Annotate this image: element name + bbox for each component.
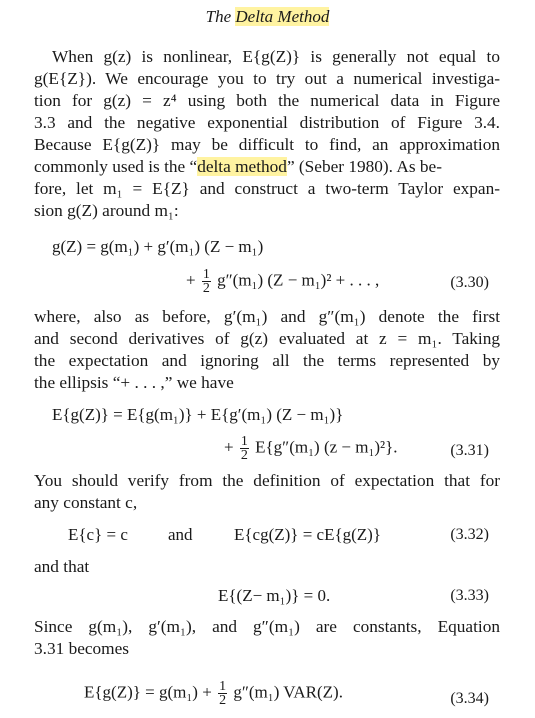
equation-3-34-rhs: g″(m₁) VAR(Z). bbox=[233, 682, 343, 702]
paragraph-2-line-4: the ellipsis “+ . . . ,” we have bbox=[34, 373, 234, 392]
paragraph-1-line-6-start: commonly used is the “ bbox=[34, 157, 198, 176]
equation-3-31-fraction-den: 2 bbox=[240, 448, 248, 463]
paragraph-1-line-7: fore, let m₁ = E{Z} and construct a two-term Taylor expan- bbox=[34, 179, 500, 198]
paragraph-1-line-4: 3.3 and the negative exponential distribution of Figure 3.4. bbox=[34, 113, 500, 132]
equation-3-33-number: (3.33) bbox=[450, 587, 489, 604]
paragraph-1-line-8: sion g(Z) around m₁: bbox=[34, 201, 179, 220]
equation-3-31-line-1: E{g(Z)} = E{g(m₁)} + E{g′(m₁) (Z − m₁)} bbox=[52, 405, 344, 424]
equation-3-31-number: (3.31) bbox=[450, 442, 489, 459]
paragraph-2-line-3: the expectation and ignoring all the terms represented by bbox=[34, 351, 500, 370]
equation-3-32-number: (3.32) bbox=[450, 526, 489, 543]
equation-3-34-fraction-num: 1 bbox=[219, 679, 227, 694]
paragraph-1-line-2: g(E{Z}). We encourage you to try out a numerical investiga- bbox=[34, 69, 500, 88]
equation-3-30-fraction-num: 1 bbox=[202, 267, 210, 282]
paragraph-2-line-1: where, also as before, g′(m₁) and g″(m₁) denote the first bbox=[34, 307, 500, 326]
paragraph-1-line-1: When g(z) is nonlinear, E{g(Z)} is generally not equal to bbox=[52, 47, 500, 66]
paragraph-1-line-3: tion for g(z) = z⁴ using both the numerical data in Figure bbox=[34, 91, 500, 110]
equation-3-31-plus: + bbox=[224, 437, 234, 457]
paragraph-1-line-6 bbox=[34, 156, 500, 178]
paragraph-1-line-6-end: ” (Seber 1980). As be- bbox=[286, 157, 442, 176]
equation-3-30-fraction bbox=[202, 268, 211, 295]
equation-3-30-fraction-den: 2 bbox=[202, 281, 210, 296]
paragraph-2-line-2: and second derivatives of g(z) evaluated at z = m₁. Taking bbox=[34, 329, 500, 348]
equation-3-32-and: and bbox=[168, 525, 193, 544]
equation-3-32-left: E{c} = c bbox=[68, 525, 128, 544]
equation-3-34-lhs: E{g(Z)} = g(m₁) + bbox=[84, 682, 212, 702]
paragraph-3-line-2: any constant c, bbox=[34, 493, 138, 512]
equation-3-32-right: E{cg(Z)} = cE{g(Z)} bbox=[234, 525, 381, 544]
delta-method-highlight: delta method bbox=[197, 157, 287, 176]
equation-3-34 bbox=[84, 680, 343, 707]
equation-3-34-fraction bbox=[218, 680, 227, 707]
equation-3-31-line-2-rest: E{g″(m₁) (z − m₁)²}. bbox=[255, 437, 398, 457]
paragraph-5-line-2: 3.31 becomes bbox=[34, 639, 130, 658]
equation-3-31-fraction bbox=[240, 435, 249, 462]
equation-3-30-line-2 bbox=[186, 268, 379, 295]
equation-3-31-line-2 bbox=[224, 435, 398, 462]
equation-3-31-fraction-num: 1 bbox=[240, 434, 248, 449]
equation-3-30-number: (3.30) bbox=[450, 274, 489, 291]
paragraph-1-line-5: Because E{g(Z)} may be difficult to find, an approximation bbox=[34, 135, 500, 154]
equation-3-33-expr: E{(Z− m₁)} = 0. bbox=[218, 586, 331, 605]
paragraph-4: and that bbox=[34, 557, 90, 576]
paragraph-3-line-1: You should verify from the definition of expectation that for bbox=[34, 471, 500, 490]
equation-3-34-number: (3.34) bbox=[450, 690, 489, 707]
section-title bbox=[0, 6, 535, 28]
equation-3-34-fraction-den: 2 bbox=[219, 693, 227, 708]
section-title-prefix: The bbox=[205, 7, 236, 26]
paragraph-5-line-1: Since g(m₁), g′(m₁), and g″(m₁) are constants, Equation bbox=[34, 617, 500, 636]
equation-3-30-line-1: g(Z) = g(m₁) + g′(m₁) (Z − m₁) bbox=[52, 237, 264, 256]
section-title-highlight: Delta Method bbox=[235, 7, 330, 26]
equation-3-30-plus: + bbox=[186, 270, 196, 290]
equation-3-30-line-2-rest: g″(m₁) (Z − m₁)² + . . . , bbox=[217, 270, 380, 290]
